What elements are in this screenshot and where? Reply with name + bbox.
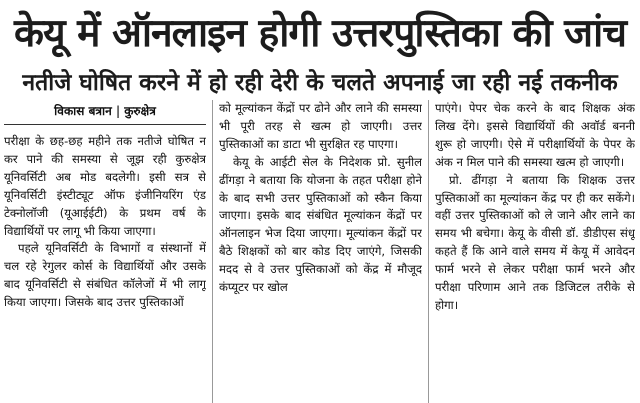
column-divider [212,100,213,403]
article-column-2 [219,100,422,403]
subheadline: नतीजे घोषित करने में हो रही देरी के चलते अपनाई जा रही नई तकनीक [22,70,618,96]
byline [4,100,206,125]
byline-separator: | [115,104,121,119]
paragraph: केयू के आईटी सेल के निदेशक प्रो. सुनील ढींगड़ा ने बताया कि योजना के तहत परीक्षा होने के बाद सभी उत्तर पुस्तिकाओं को स्कैन किया जाएगा। इसके बाद संबंधित मूल्यांकन केंद्रों पर ऑनलाइन भेज दिया जाएगा। मूल्यांकन केंद्रों पर बैठे शिक्षकों को बार कोड दिए जाएंगे, जिसकी मदद से वे उत्तर पुस्तिकाओं को केंद्र में मौजूद कंप्यूटर पर खोल [219,154,422,295]
byline-author: विकास बत्रान [54,104,112,119]
paragraph: प्रो. ढींगड़ा ने बताया कि शिक्षक उत्तर पुस्तिकाओं का मूल्यांकन केंद्र पर ही कर सकेंगे। वहीं उत्तर पुस्तिकाओं को ले जाने और लाने का समय भी बचेगा। केयू के वीसी डॉ. डीडीएस संधू कहते हैं कि आने वाले समय में केयू में आवेदन फार्म भरने से लेकर परीक्षा फार्म भरने और परीक्षा परिणाम आने तक डिजिटल तरीके से होगा। [435,172,635,312]
headline: केयू में ऑनलाइन होगी उत्तरपुस्तिका की जांच [14,10,626,56]
byline-location: कुरुक्षेत्र [124,104,156,119]
column-divider [428,100,429,403]
paragraph: पहले यूनिवर्सिटी के विभागों व संस्थानों में चल रहे रेगुलर कोर्स के विद्यार्थियों और उसके बाद यूनिवर्सिटी से संबंधित कॉलेजों में भी लागू किया जाएगा। जिसके बाद उत्तर पुस्तिकाओं [4,241,206,310]
article-column-3 [435,100,635,403]
paragraph: परीक्षा के छह-छह महीने तक नतीजे घोषित न कर पाने की समस्या से जूझ रही कुरुक्षेत्र यूनिवर्सिटी अब मोड बदलेगी। इसी सत्र से यूनिवर्सिटी इंस्टीट्यूट ऑफ इंजीनियरिंग एंड टेक्नोलॉजी (यूआईईटी) के प्रथम वर्ष के विद्यार्थियों पर लागू भी किया जाएगा। [4,134,206,238]
article-column-1 [4,100,206,403]
paragraph: पाएंगे। पेपर चेक करने के बाद शिक्षक अंक लिख देंगे। इससे विद्यार्थियों की अवॉर्ड बननी शुरू हो जाएगी। ऐसे में परीक्षार्थियों के पेपर के अंक न मिल पाने की समस्या खत्म हो जाएगी। [435,101,635,169]
paragraph: को मूल्यांकन केंद्रों पर ढोने और लाने की समस्या भी पूरी तरह से खत्म हो जाएगी। उत्तर पुस्तिकाओं का डाटा भी सुरक्षित रह पाएगा। [219,101,422,151]
